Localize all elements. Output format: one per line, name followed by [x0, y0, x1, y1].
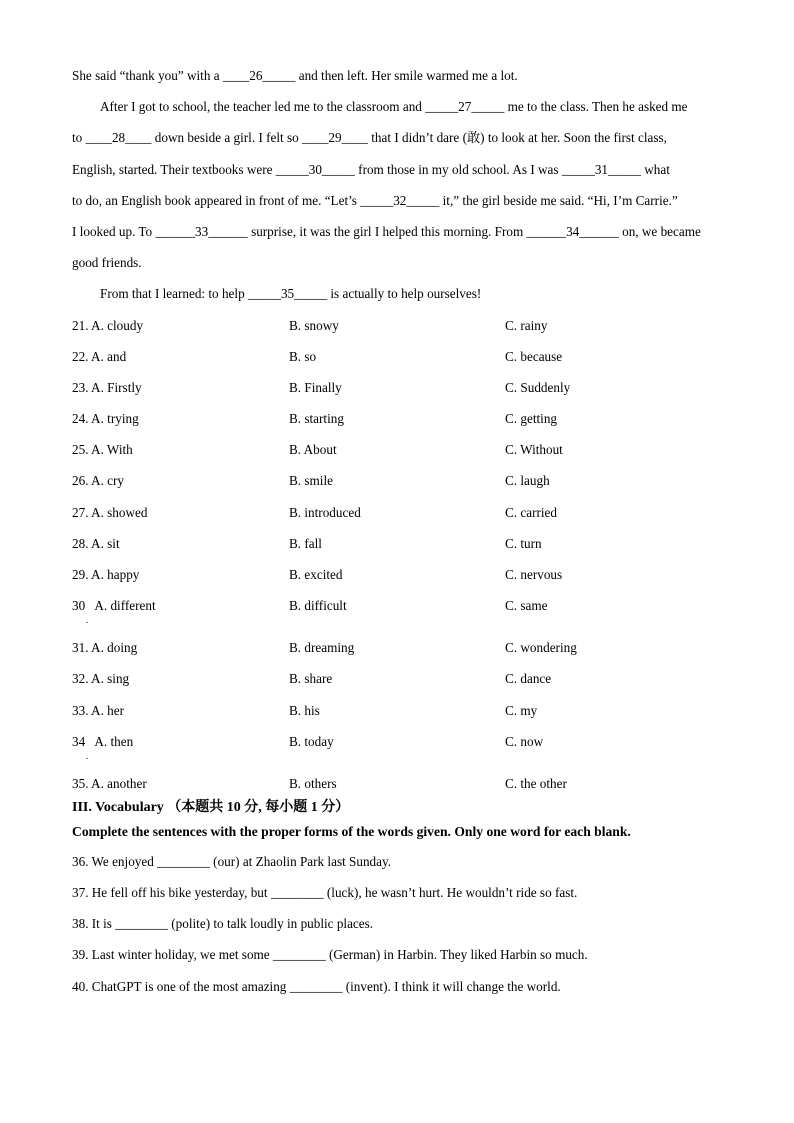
option-b: B. so: [289, 348, 317, 364]
option-row-29: [72, 561, 717, 592]
option-b: B. Finally: [289, 379, 342, 395]
option-a: 23. A. Firstly: [72, 379, 142, 395]
passage-text: what: [640, 161, 670, 177]
vocab-item-37: 37. He fell off his bike yesterday, but ________ (luck), he wasn’t hurt. He wouldn’t ride so fast.: [72, 884, 578, 900]
passage-line: [72, 280, 717, 311]
option-a: 32. A. sing: [72, 671, 130, 687]
passage-text: is actually to help ourselves!: [327, 286, 482, 302]
option-b: B. share: [289, 671, 333, 687]
option-a: 30 A. different: [72, 598, 156, 614]
option-b: B. excited: [289, 567, 343, 582]
passage-text: that I didn’t dare (敢) to look at her. Soon the first class,: [367, 130, 667, 146]
passage-text: After I got to school, the teacher led me to the classroom and: [100, 99, 426, 115]
stray-dot: .: [86, 615, 89, 626]
blank-33: ______33______: [155, 223, 248, 239]
options-list: [72, 312, 717, 796]
passage-text: to do, an English book appeared in front of me. “Let’s: [72, 192, 361, 208]
section-title: III. Vocabulary （本题共 10 分, 每小题 1 分）: [72, 799, 350, 815]
blank-26: ____26_____: [222, 68, 296, 83]
option-a: 26. A. cry: [72, 473, 125, 489]
passage-text: down beside a girl. I felt so: [151, 130, 303, 146]
passage-line: [72, 218, 717, 249]
passage-text: and then left. Her smile warmed me a lot.: [295, 68, 518, 83]
option-c: C. laugh: [505, 473, 550, 489]
option-b: B. difficult: [289, 598, 347, 614]
passage-text: to: [72, 130, 86, 146]
passage-text: from those in my old school. As I was: [354, 161, 562, 177]
option-b: B. smile: [289, 473, 333, 489]
option-b: B. starting: [289, 411, 344, 427]
option-c: C. now: [505, 733, 544, 749]
option-row-25: [72, 436, 717, 467]
option-b: B. others: [289, 775, 337, 791]
blank-34: ______34______: [526, 223, 619, 239]
option-c: C. same: [505, 598, 548, 614]
option-a: 24. A. trying: [72, 411, 139, 427]
passage-text: good friends.: [72, 255, 142, 271]
option-row-32: [72, 665, 717, 696]
passage-text: She said “thank you” with a: [72, 68, 223, 83]
passage-text: English, started. Their textbooks were: [72, 161, 276, 177]
option-a: 31. A. doing: [72, 640, 138, 656]
vocab-list: [72, 848, 717, 1004]
blank-30: _____30_____: [275, 161, 355, 177]
option-c: C. carried: [505, 504, 557, 520]
option-c: C. my: [505, 702, 538, 718]
section-instructions: Complete the sentences with the proper forms of the words given. Only one word for each blank.: [72, 823, 631, 839]
vocab-item-38: 38. It is ________ (polite) to talk loudly in public places.: [72, 916, 374, 932]
passage-text: on, we became: [618, 223, 701, 239]
passage-line: [72, 62, 717, 93]
passage-text: I looked up. To: [72, 223, 156, 239]
option-row-21: [72, 312, 717, 343]
option-a: 33. A. her: [72, 702, 125, 718]
option-b: B. About: [289, 442, 337, 458]
blank-28: ____28____: [85, 130, 152, 146]
option-c: C. turn: [505, 535, 542, 551]
option-c: C. Suddenly: [505, 379, 571, 395]
option-row-27: [72, 499, 717, 530]
passage-text: me to the class. Then he asked me: [504, 99, 688, 115]
blank-31: _____31_____: [561, 161, 641, 177]
passage-line: [72, 93, 717, 124]
passage-line: [72, 187, 717, 218]
option-row-28: [72, 530, 717, 561]
passage-line: [72, 249, 717, 280]
option-c: C. nervous: [505, 567, 563, 582]
option-c: C. rainy: [505, 317, 548, 333]
option-row-31: [72, 634, 717, 665]
option-b: B. introduced: [289, 504, 361, 520]
option-c: C. dance: [505, 671, 552, 687]
option-a: 28. A. sit: [72, 535, 120, 551]
blank-35: _____35_____: [247, 286, 328, 302]
option-b: B. fall: [289, 535, 322, 551]
option-c: C. the other: [505, 775, 567, 791]
option-row-23: [72, 374, 717, 405]
stray-dot: .: [86, 750, 89, 761]
option-a: 27. A. showed: [72, 504, 148, 520]
option-c: C. wondering: [505, 640, 577, 656]
exam-page: [72, 62, 717, 1004]
passage-text: surprise, it was the girl I helped this morning. From: [247, 223, 527, 239]
option-row-26: [72, 467, 717, 498]
option-row-22: [72, 343, 717, 374]
option-a: 34 A. then: [72, 733, 134, 749]
blank-32: _____32_____: [360, 192, 440, 208]
option-c: C. because: [505, 348, 563, 364]
option-a: 35. A. another: [72, 775, 147, 791]
blank-29: ____29____: [302, 130, 368, 146]
option-a: 21. A. cloudy: [72, 317, 144, 333]
option-row-33: [72, 697, 717, 728]
vocab-item-36: 36. We enjoyed ________ (our) at Zhaolin Park last Sunday.: [72, 853, 392, 869]
option-b: B. his: [289, 702, 320, 718]
blank-27: _____27_____: [425, 99, 505, 115]
option-row-34: [72, 728, 717, 770]
option-row-24: [72, 405, 717, 436]
passage-line: [72, 156, 717, 187]
option-b: B. today: [289, 733, 334, 749]
option-c: C. getting: [505, 411, 558, 427]
vocab-item-39: 39. Last winter holiday, we met some ________ (German) in Harbin. They liked Harbin so much.: [72, 947, 588, 963]
passage-line: [72, 124, 717, 155]
option-b: B. dreaming: [289, 640, 355, 656]
vocab-item-40: 40. ChatGPT is one of the most amazing ________ (invent). I think it will change the world.: [72, 978, 561, 994]
option-b: B. snowy: [289, 317, 339, 333]
passage-text: it,” the girl beside me said. “Hi, I’m Carrie.”: [439, 192, 678, 208]
option-row-35: [72, 770, 717, 796]
option-c: C. Without: [505, 442, 563, 458]
option-a: 25. A. With: [72, 442, 133, 458]
option-row-30: [72, 592, 717, 634]
option-a: 29. A. happy: [72, 567, 140, 582]
option-a: 22. A. and: [72, 348, 127, 364]
passage-text: From that I learned: to help: [100, 286, 248, 302]
